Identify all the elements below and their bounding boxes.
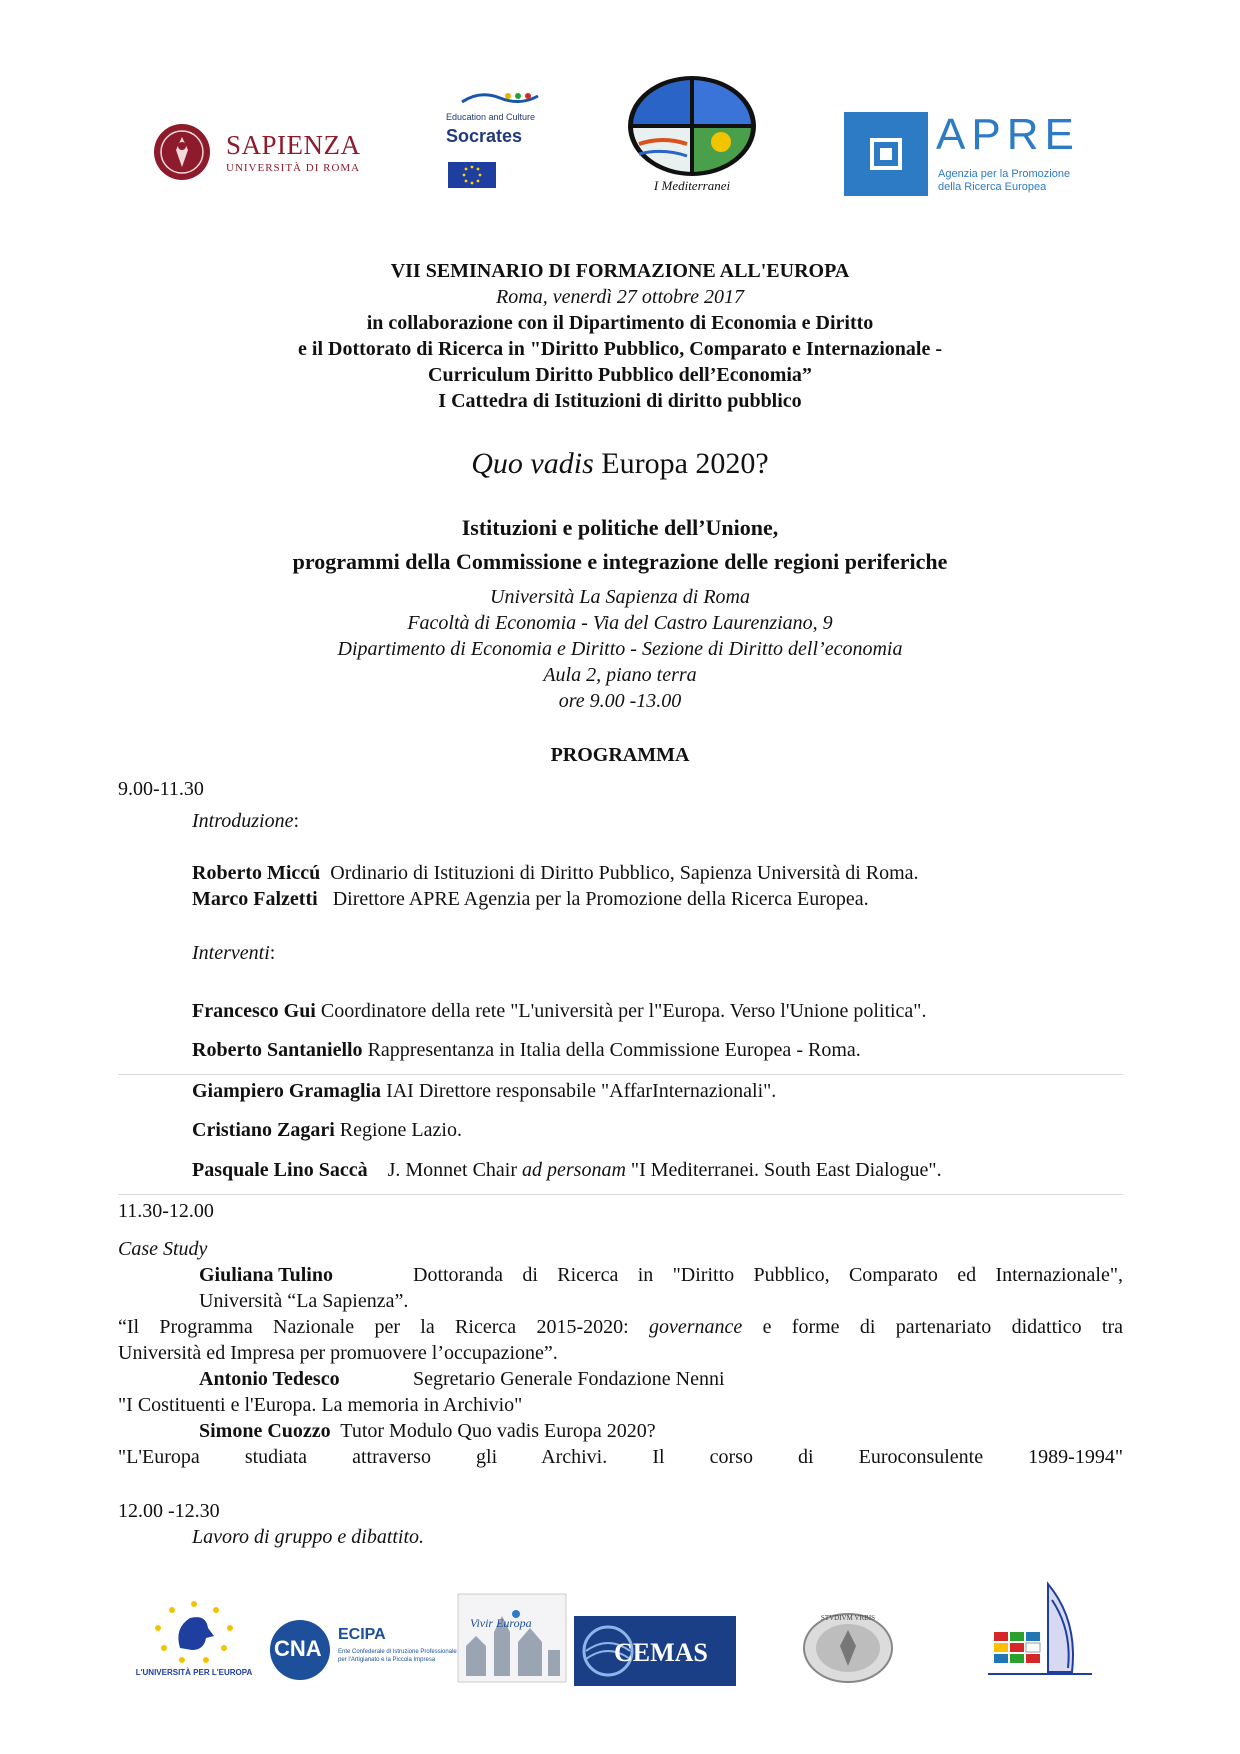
cna-ecipa-logo: [270, 1616, 460, 1684]
doctorate-line: e il Dottorato di Ricerca in "Diritto Pubblico, Comparato e Internazionale -: [298, 338, 942, 360]
flags-sail-icon: [988, 1580, 1092, 1688]
sapienza-logo: [150, 120, 375, 184]
cemas-logo: [574, 1616, 736, 1686]
vivir-europa-name: Vivir Europa: [470, 1616, 532, 1630]
venue-line2: Facoltà di Economia - Via del Castro Laurenziano, 9: [407, 612, 833, 634]
speaker-name: Giampiero Gramaglia: [192, 1080, 382, 1102]
tulino-affiliation: Università “La Sapienza”.: [199, 1290, 409, 1312]
intervento-5: [192, 1157, 942, 1183]
speaker-desc: Regione Lazio.: [334, 1119, 462, 1141]
venue-line4: Aula 2, piano terra: [543, 664, 697, 686]
speaker-name: Roberto Miccú: [192, 862, 321, 884]
tulino-name: Giuliana Tulino: [199, 1264, 333, 1286]
socrates-logo: [440, 86, 565, 194]
sapienza-sub: UNIVERSITÀ DI ROMA: [226, 162, 361, 174]
intro-colon: :: [293, 810, 300, 832]
sapienza-seal-gray-icon: [800, 1612, 896, 1684]
tedesco-talk: "I Costituenti e l'Europa. La memoria in Archivio": [118, 1394, 523, 1416]
cuozzo-talk: "L'Europa studiata attraverso gli Archivi. Il corso di Euroconsulente 1989-1994": [118, 1446, 1123, 1468]
speaker-name: Cristiano Zagari: [192, 1119, 335, 1141]
upe-caption: L'UNIVERSITÀ PER L'EUROPA: [135, 1668, 253, 1677]
intervento-3: [192, 1078, 776, 1104]
speaker-name: Roberto Santaniello: [192, 1039, 363, 1061]
speaker-desc: Rappresentanza in Italia della Commissione Europea - Roma.: [362, 1039, 861, 1061]
main-title-italic: Quo vadis: [471, 447, 594, 480]
tulino-talk-italic: governance: [648, 1316, 743, 1338]
intervento-2: [192, 1037, 861, 1063]
speaker-desc: Ordinario di Istituzioni di Diritto Pubblico, Sapienza Università di Roma.: [320, 862, 919, 884]
session1-time: 9.00-11.30: [118, 778, 204, 800]
cuozzo-line: [199, 1418, 656, 1444]
education-swoosh-icon: [460, 88, 540, 110]
vivir-europa-logo: [456, 1592, 572, 1686]
mediterranei-logo: [622, 72, 762, 200]
apre-sub2: della Ricerca Europea: [938, 181, 1047, 193]
speaker-desc: Direttore APRE Agenzia per la Promozione della Ricerca Europea.: [317, 888, 869, 910]
eu-stars-head-icon: [144, 1598, 244, 1664]
seminar-title: VII SEMINARIO DI FORMAZIONE ALL'EUROPA: [390, 260, 850, 282]
main-title: [0, 446, 1240, 482]
socrates-tagline: Education and Culture: [446, 112, 536, 122]
studium-caption: STVDIVM VRBIS: [820, 1614, 876, 1622]
intervento-1: [192, 998, 926, 1024]
subtitle-line2: programmi della Commissione e integrazione delle regioni periferiche: [292, 549, 948, 574]
mediterranei-caption: I Mediterranei: [653, 178, 731, 193]
case-study-label: Case Study: [118, 1238, 208, 1260]
speaker-desc: Coordinatore della rete "L'università per l"Europa. Verso l'Unione politica".: [315, 1000, 927, 1022]
main-title-rest: Europa 2020?: [593, 447, 769, 480]
venue-line5: ore 9.00 -13.00: [558, 690, 682, 712]
interventi-label: [192, 940, 275, 966]
session2-time: 11.30-12.00: [118, 1200, 214, 1222]
socrates-name: Socrates: [446, 126, 523, 146]
sapienza-name: SAPIENZA: [226, 130, 361, 160]
divider: [118, 1194, 1123, 1195]
vivir-europa-city-icon: [456, 1592, 568, 1684]
tulino-talk: [118, 1314, 1123, 1340]
cuozzo-name: Simone Cuozzo: [199, 1420, 331, 1442]
mediterranei-emblem-icon: [625, 74, 759, 178]
universita-per-europa-logo: [120, 1598, 268, 1682]
apre-logo: [842, 110, 1098, 198]
subtitle-line1: Istituzioni e politiche dell’Unione,: [461, 515, 779, 540]
session3-desc: Lavoro di gruppo e dibattito.: [192, 1526, 425, 1548]
cna-name: CNA: [274, 1636, 322, 1661]
studium-urbis-seal-logo: [800, 1612, 896, 1684]
intro-label: [192, 808, 299, 834]
cemas-name: CEMAS: [614, 1638, 708, 1667]
venue-line1: Università La Sapienza di Roma: [490, 586, 750, 608]
apre-name: APRE: [936, 110, 1080, 159]
interventi-label-text: Interventi: [192, 942, 270, 964]
speaker-name: Marco Falzetti: [192, 888, 318, 910]
speaker-desc-end: "I Mediterranei. South East Dialogue".: [625, 1159, 942, 1181]
programma-heading: PROGRAMMA: [550, 744, 690, 766]
tulino-talk-line2: Università ed Impresa per promuovere l’occupazione”.: [118, 1342, 558, 1364]
intervento-4: [192, 1117, 462, 1143]
curriculum-line: Curriculum Diritto Pubblico dell’Economia”: [428, 364, 812, 386]
cuozzo-desc: Tutor Modulo Quo vadis Europa 2020?: [330, 1420, 656, 1442]
speaker-name: Francesco Gui: [192, 1000, 316, 1022]
speaker-name: Pasquale Lino Saccà: [192, 1159, 368, 1181]
tulino-talk-a: “Il Programma Nazionale per la Ricerca 2015-2020:: [118, 1316, 649, 1338]
tedesco-desc: Segretario Generale Fondazione Nenni: [413, 1368, 725, 1390]
interventi-colon: :: [269, 942, 276, 964]
tulino-desc: Dottoranda di Ricerca in "Diritto Pubblico, Comparato ed Internazionale",: [413, 1264, 1123, 1286]
ecipa-sub: Ente Confederale di Istruzione Professionale per l'Artigianato e la Piccola Impresa: [338, 1649, 457, 1663]
seminar-date: Roma, venerdì 27 ottobre 2017: [496, 286, 744, 308]
tedesco-name: Antonio Tedesco: [199, 1368, 340, 1390]
sapienza-seal-icon: [152, 122, 212, 182]
cattedra-line: I Cattedra di Istituzioni di diritto pubblico: [438, 390, 802, 412]
tulino-talk-b: e forme di partenariato didattico tra: [742, 1316, 1123, 1338]
ecipa-name: ECIPA: [338, 1626, 386, 1643]
collaboration-line: in collaborazione con il Dipartimento di Economia e Diritto: [366, 312, 874, 334]
intro-label-text: Introduzione: [192, 810, 294, 832]
speaker-desc: J. Monnet Chair: [367, 1159, 523, 1181]
venue-line3: Dipartimento di Economia e Diritto - Sezione di Diritto dell’economia: [337, 638, 903, 660]
speaker-desc: IAI Direttore responsabile "AffarInternazionali".: [381, 1080, 777, 1102]
speaker-desc-italic: ad personam: [522, 1159, 626, 1181]
eu-flag-icon: [448, 162, 496, 188]
intro-speaker-2: [192, 886, 869, 912]
session3-time: 12.00 -12.30: [118, 1500, 220, 1522]
apre-square-icon: [844, 112, 928, 196]
intro-speaker-1: [192, 860, 919, 886]
divider: [118, 1074, 1123, 1075]
apre-sub1: Agenzia per la Promozione: [938, 168, 1071, 180]
flags-sail-logo: [988, 1580, 1092, 1688]
